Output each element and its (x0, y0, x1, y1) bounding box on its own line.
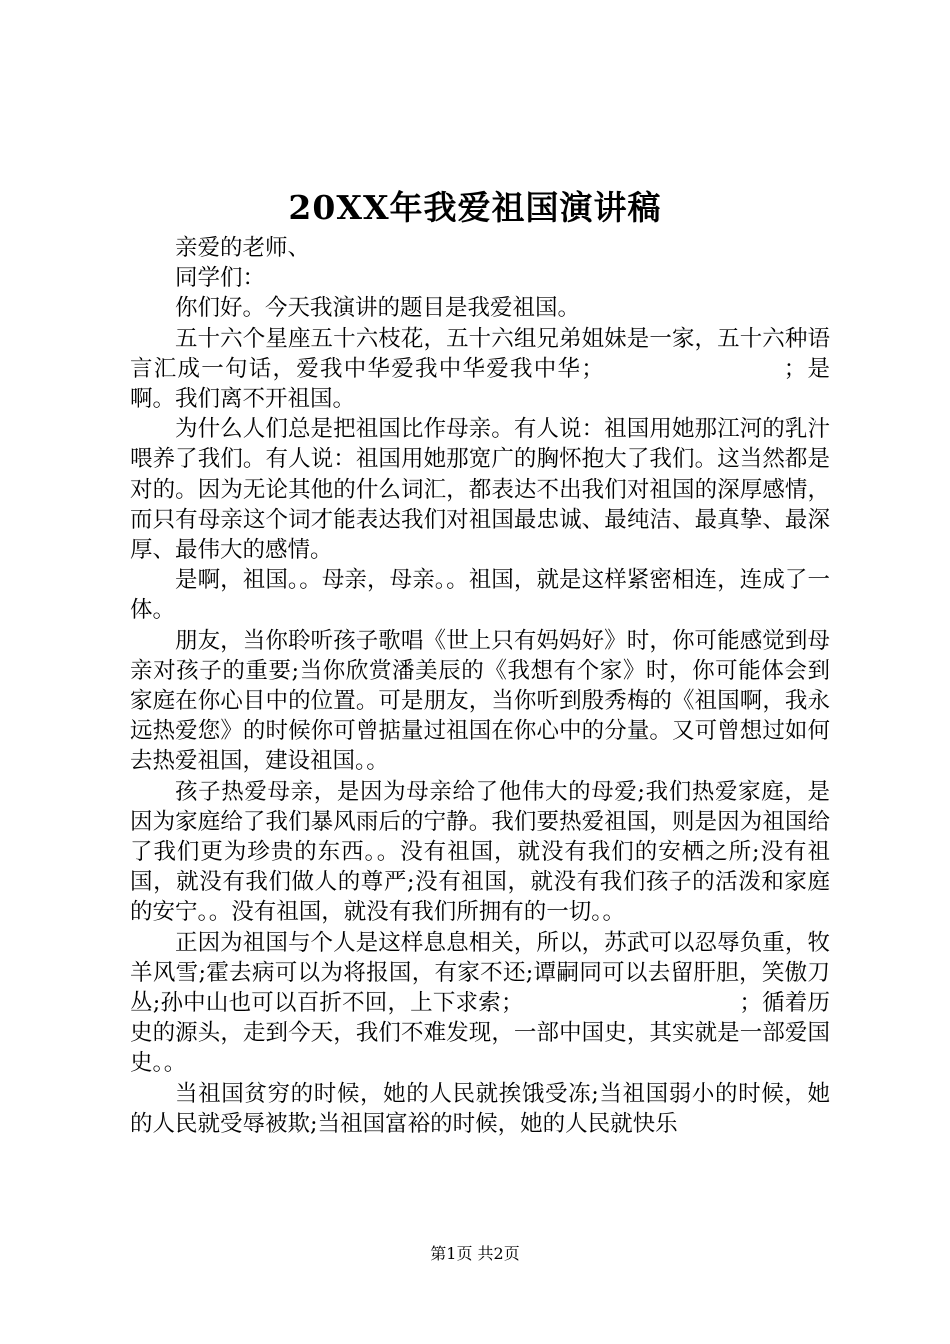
paragraph: 是啊，祖国。。母亲，母亲。。祖国，就是这样紧密相连，连成了一体。 (130, 567, 830, 624)
paragraph: 亲爱的老师、 (175, 235, 311, 261)
page-footer: 第1页 共2页 (430, 1244, 520, 1263)
paragraph: 正因为祖国与个人是这样息息相关，所以，苏武可以忍辱负重，牧羊风雪;霍去病可以为将报国，有家不还;谭嗣同可以去留肝胆，笑傲刀丛;孙中山也可以百折不回，上下求索； ；循着历史的源头，走到今天，我们不难发现，一部中国史，其实就是一部爱国史。。 (130, 929, 830, 1077)
paragraph: 当祖国贫穷的时候，她的人民就挨饿受冻;当祖国弱小的时候，她的人民就受辱被欺;当祖国富裕的时候，她的人民就快乐 (130, 1080, 830, 1137)
document-title: 20XX年我爱祖国演讲稿 (288, 188, 662, 227)
paragraph: 为什么人们总是把祖国比作母亲。有人说：祖国用她那江河的乳汁喂养了我们。有人说：祖国用她那宽广的胸怀抱大了我们。这当然都是对的。因为无论其他的什么词汇，都表达不出我们对祖国的深厚感情，而只有母亲这个词才能表达我们对祖国最忠诚、最纯洁、最真挚、最深厚、最伟大的感情。 (130, 416, 830, 564)
paragraph: 朋友，当你聆听孩子歌唱《世上只有妈妈好》时，你可能感觉到母亲对孩子的重要;当你欣赏潘美辰的《我想有个家》时，你可能体会到家庭在你心目中的位置。可是朋友，当你听到殷秀梅的《祖国啊，我永远热爱您》的时候你可曾掂量过祖国在你心中的分量。又可曾想过如何去热爱祖国，建设祖国。。 (130, 627, 830, 775)
document-body (130, 233, 830, 1139)
paragraph: 你们好。今天我演讲的题目是我爱祖国。 (175, 295, 581, 322)
paragraph: 五十六个星座五十六枝花，五十六组兄弟姐妹是一家，五十六种语言汇成一句话，爱我中华爱我中华爱我中华； ；是啊。我们离不开祖国。 (130, 325, 830, 413)
paragraph: 同学们： (175, 265, 266, 292)
paragraph: 孩子热爱母亲，是因为母亲给了他伟大的母爱;我们热爱家庭，是因为家庭给了我们暴风雨后的宁静。我们要热爱祖国，则是因为祖国给了我们更为珍贵的东西。。没有祖国，就没有我们的安栖之所;没有祖国，就没有我们做人的尊严;没有祖国，就没有我们孩子的活泼和家庭的安宁。。没有祖国，就没有我们所拥有的一切。。 (130, 778, 830, 926)
